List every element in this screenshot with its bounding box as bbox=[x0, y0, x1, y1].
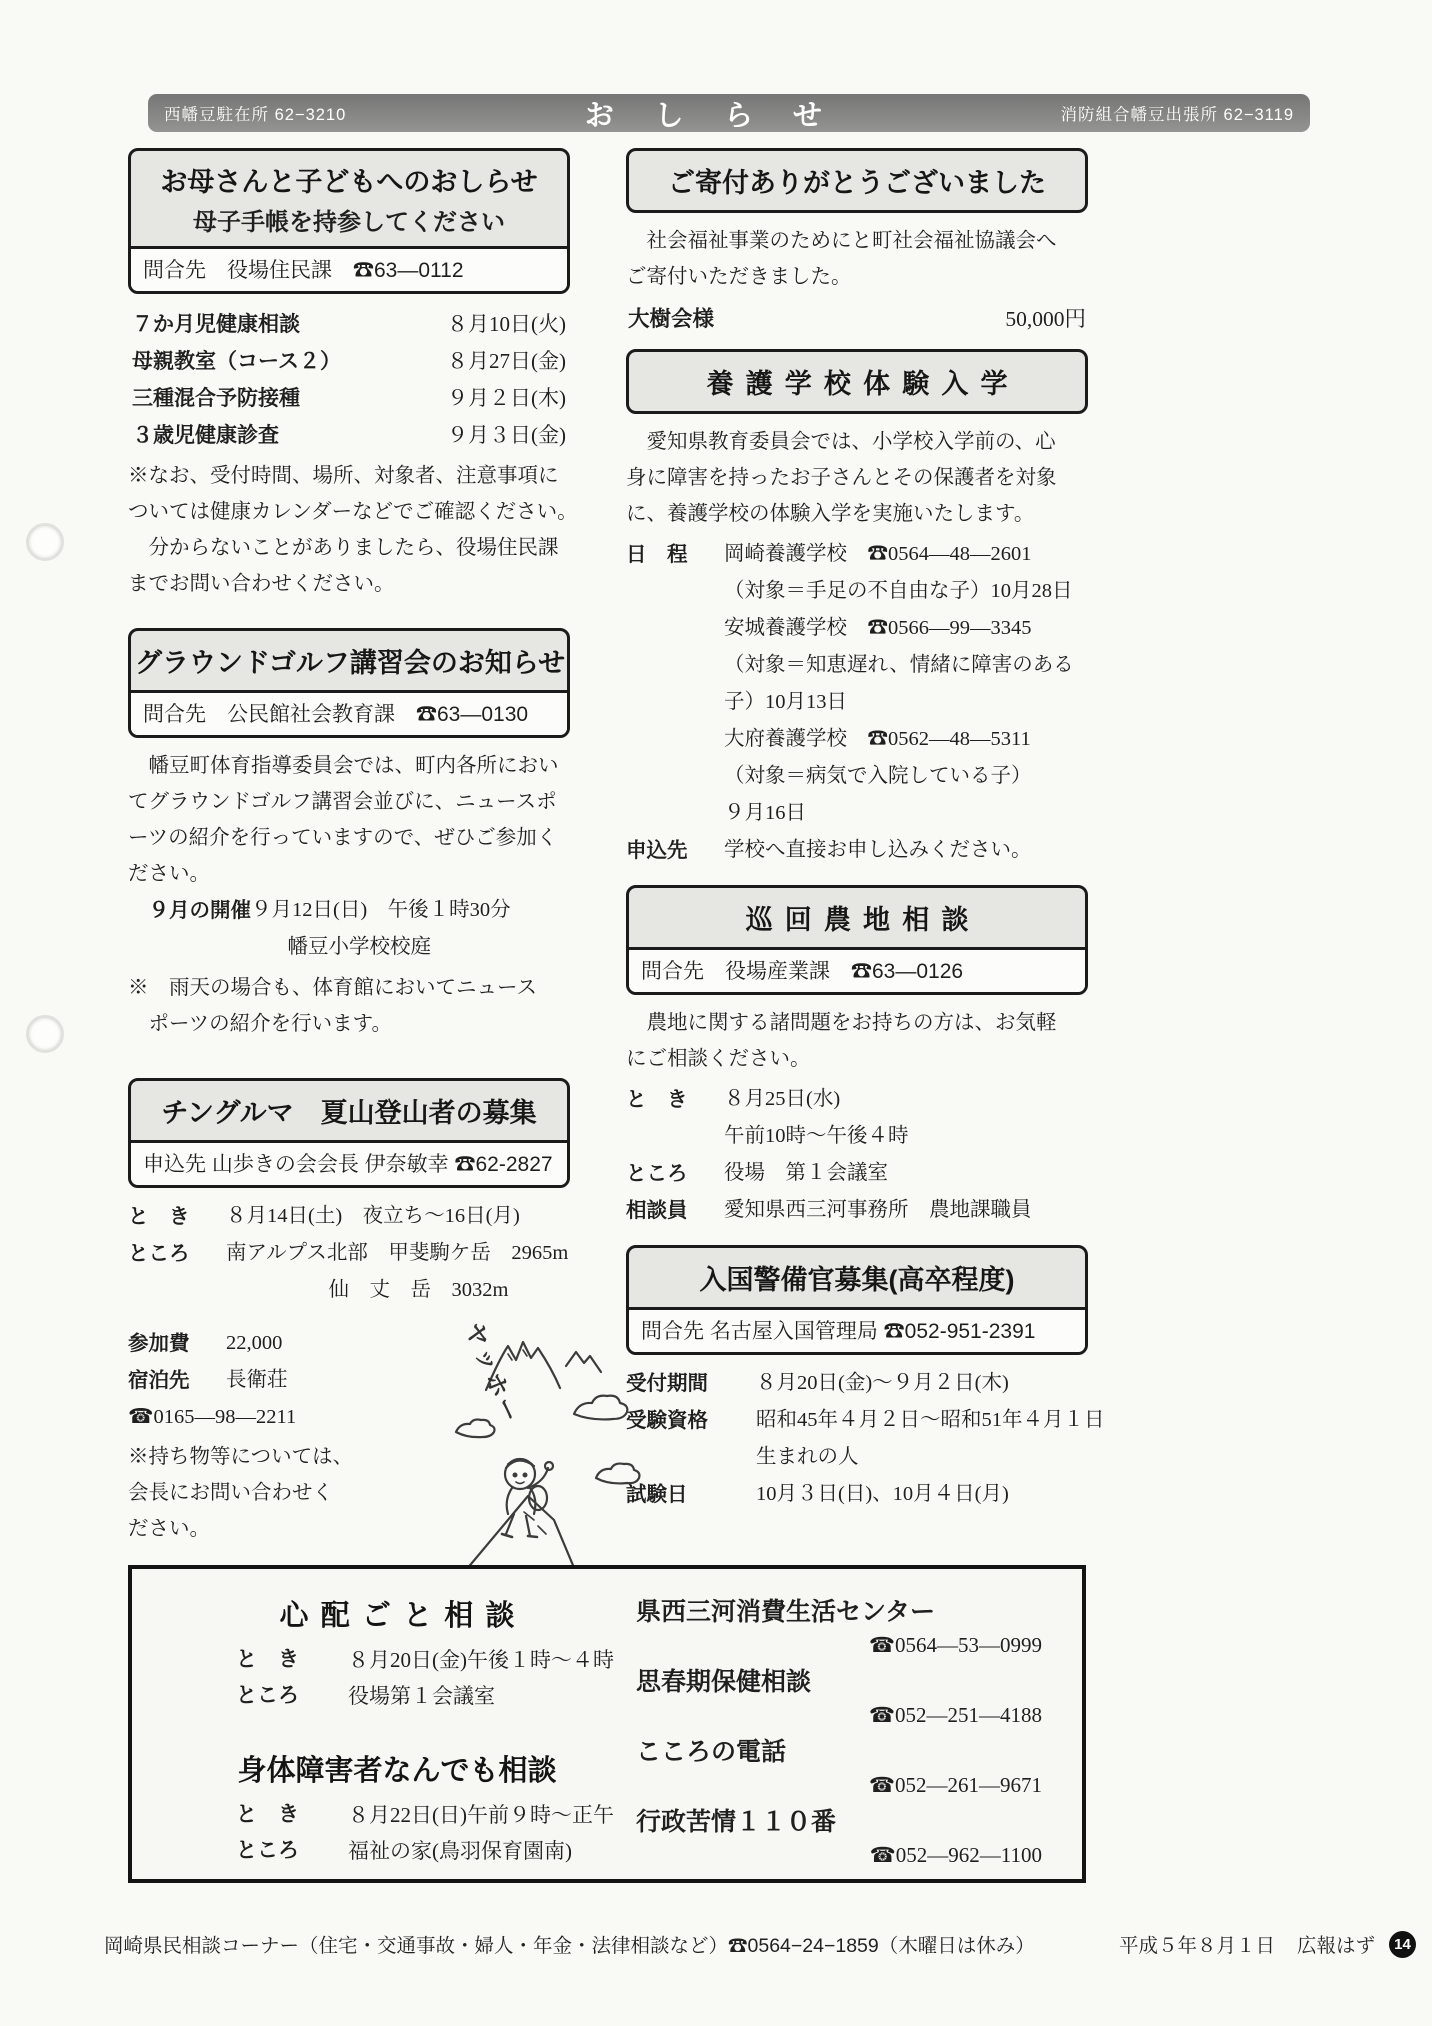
row-value: 安城養護学校 ☎0566—99—3345 bbox=[724, 617, 1032, 639]
yogo-title-box bbox=[626, 349, 1088, 414]
row-label: ところ bbox=[236, 1684, 299, 1707]
event-name: 三種混合予防接種 bbox=[132, 387, 300, 410]
row-value: ８月20日(金)〜９月２日(木) bbox=[756, 1372, 1009, 1394]
footer-consultation-info: 岡崎県民相談コーナー（住宅・交通事故・婦人・年金・法律相談など）☎0564−24−1859（木曜日は休み） bbox=[104, 1935, 1035, 1957]
detail-row bbox=[626, 795, 1088, 832]
row-value: 役場第１会議室 bbox=[348, 1684, 495, 1708]
detail-row bbox=[626, 721, 1088, 758]
contact-line: 問合先 公民館社会教育課 ☎63—0130 bbox=[131, 690, 567, 735]
row-label: 参加費 bbox=[128, 1332, 190, 1355]
body-line: 愛知県教育委員会では、小学校入学前の、心 bbox=[626, 431, 1056, 453]
row-value: 昭和45年４月２日〜昭和51年４月１日 bbox=[756, 1409, 1105, 1431]
belongings-note bbox=[128, 1439, 396, 1547]
donor-name: 大樹会様 bbox=[628, 307, 715, 331]
contact-line: 問合先 名古屋入国管理局 ☎052-951-2391 bbox=[629, 1307, 1085, 1352]
row-value: 役場 第１会議室 bbox=[724, 1162, 888, 1184]
row-value: 長衛荘 bbox=[226, 1369, 288, 1391]
section-farmland bbox=[626, 885, 1088, 1229]
body-line: 農地に関する諸問題をお持ちの方は、お気軽 bbox=[626, 1012, 1057, 1034]
event-name: ３歳児健康診査 bbox=[132, 424, 279, 447]
detail-row bbox=[626, 1155, 1088, 1192]
note-line: ついては健康カレンダーなどでご確認ください。 bbox=[128, 501, 578, 523]
note-line: ポーツの紹介を行います。 bbox=[128, 1013, 393, 1035]
immigration-title-box bbox=[626, 1245, 1088, 1355]
list-item bbox=[132, 380, 566, 417]
body-line: ださい。 bbox=[128, 863, 210, 885]
row-label: 相談員 bbox=[626, 1199, 688, 1222]
hotline-item bbox=[636, 1665, 1056, 1730]
row-value: 岡崎養護学校 ☎0564—48—2601 bbox=[724, 543, 1032, 565]
detail-row bbox=[158, 1678, 636, 1714]
section-mother-child bbox=[128, 148, 578, 602]
row-label bbox=[626, 684, 724, 721]
row-value: ８月14日(土) 夜立ち〜16日(月) bbox=[226, 1205, 520, 1227]
mountain-climber-illustration bbox=[428, 1282, 668, 1582]
hotline-phone: ☎052—962—1100 bbox=[869, 1843, 1042, 1867]
publication-name: 広報はず bbox=[1296, 1935, 1375, 1957]
row-label: 受験資格 bbox=[626, 1409, 708, 1432]
section-title: グラウンドゴルフ講習会のお知らせ bbox=[135, 648, 566, 678]
row-label bbox=[626, 647, 724, 684]
event-date: ９月３日(金) bbox=[447, 423, 566, 447]
row-value: ９月16日 bbox=[724, 802, 806, 824]
detail-row bbox=[626, 684, 1088, 721]
health-schedule-list bbox=[132, 306, 566, 454]
note-line: ※持ち物等については、 bbox=[128, 1446, 354, 1468]
hotline-name: こころの電話 bbox=[636, 1738, 787, 1766]
row-value: （対象＝知恵遅れ、情緒に障害のある bbox=[724, 654, 1074, 676]
detail-row bbox=[626, 1081, 1088, 1118]
row-value: ８月20日(金)午後１時〜４時 bbox=[348, 1648, 614, 1672]
section-title: 養護学校体験入学 bbox=[706, 369, 1020, 399]
section-subtitle: 母子手帳を持参してください bbox=[193, 209, 505, 236]
event-name: ７か月児健康相談 bbox=[132, 313, 300, 336]
list-item bbox=[132, 306, 566, 343]
detail-row bbox=[626, 1365, 1088, 1402]
detail-row bbox=[626, 647, 1088, 684]
row-label: と き bbox=[236, 1803, 299, 1826]
rain-note bbox=[128, 970, 570, 1042]
body-line: 身に障害を持ったお子さんとその保護者を対象 bbox=[626, 467, 1057, 489]
note-line: 会長にお問い合わせく bbox=[128, 1482, 333, 1504]
row-value: ９月12日(日) 午後１時30分 bbox=[251, 899, 511, 921]
donation-title-box bbox=[626, 148, 1088, 213]
detail-row bbox=[158, 1642, 636, 1678]
section-title: ご寄付ありがとうございました bbox=[668, 168, 1046, 198]
header-bar bbox=[148, 94, 1310, 132]
ground-golf-title-box bbox=[128, 628, 570, 738]
list-item bbox=[132, 417, 566, 454]
header-left-contact: 西幡豆駐在所 62−3210 bbox=[164, 106, 347, 124]
row-label bbox=[128, 1272, 226, 1309]
row-label bbox=[626, 795, 724, 832]
list-item bbox=[132, 343, 566, 380]
note-line: ※なお、受付時間、場所、対象者、注意事項に bbox=[128, 465, 559, 487]
hotline-list bbox=[636, 1585, 1056, 1867]
hotline-name: 県西三河消費生活センター bbox=[636, 1598, 936, 1626]
row-value: （対象＝手足の不自由な子）10月28日 bbox=[724, 580, 1073, 602]
page-footer bbox=[104, 1930, 1416, 1958]
consultation-title: 心配ごと相談 bbox=[279, 1600, 527, 1632]
section-yogo-school bbox=[626, 349, 1088, 869]
note-paragraph bbox=[128, 458, 578, 602]
bottom-consultation-box bbox=[128, 1565, 1086, 1883]
spacer bbox=[158, 1714, 636, 1740]
section-title: お母さんと子どもへのおしらせ bbox=[160, 167, 538, 197]
donor-row bbox=[628, 299, 1086, 339]
row-label: ところ bbox=[128, 1242, 190, 1265]
section-title: 巡回農地相談 bbox=[745, 905, 981, 935]
event-name: 母親教室（コース２） bbox=[132, 350, 341, 373]
detail-row bbox=[626, 832, 1088, 869]
punch-hole-top bbox=[26, 523, 64, 561]
row-value: 幡豆小学校校庭 bbox=[226, 936, 431, 958]
row-label bbox=[626, 758, 724, 795]
hotline-phone: ☎052—261—9671 bbox=[868, 1773, 1042, 1797]
row-value: 子）10月13日 bbox=[724, 691, 847, 713]
row-label bbox=[626, 573, 724, 610]
row-value: 10月３日(日)、10月４日(月) bbox=[756, 1483, 1009, 1505]
right-column bbox=[626, 148, 1105, 1519]
immigration-details bbox=[626, 1365, 1105, 1513]
section-donation bbox=[626, 148, 1088, 339]
body-paragraph bbox=[626, 424, 1088, 532]
body-paragraph bbox=[626, 1005, 1088, 1077]
body-paragraph bbox=[128, 748, 570, 892]
detail-row bbox=[128, 1198, 570, 1235]
detail-row bbox=[626, 1118, 1088, 1155]
section-ground-golf bbox=[128, 628, 570, 1042]
hotline-item bbox=[636, 1595, 1056, 1660]
contact-line: 問合先 役場住民課 ☎63—0112 bbox=[131, 246, 567, 291]
event-date: ９月２日(木) bbox=[447, 386, 566, 410]
detail-row bbox=[626, 610, 1088, 647]
row-label: と き bbox=[626, 1088, 688, 1111]
row-label: ９月の開催 bbox=[128, 899, 251, 922]
row-value: 午前10時〜午後４時 bbox=[724, 1125, 909, 1147]
donation-amount: 50,000円 bbox=[1005, 307, 1086, 331]
school-schedule bbox=[626, 536, 1088, 869]
section-immigration bbox=[626, 1245, 1105, 1513]
issue-date: 平成５年８月１日 bbox=[1118, 1935, 1275, 1957]
row-label: と き bbox=[236, 1648, 299, 1671]
header-right-contact: 消防組合幡豆出張所 62−3119 bbox=[1060, 106, 1294, 124]
body-line: 幡豆町体育指導委員会では、町内各所におい bbox=[128, 755, 559, 777]
detail-row bbox=[626, 573, 1088, 610]
row-value: 南アルプス北部 甲斐駒ケ岳 2965m bbox=[226, 1242, 569, 1264]
event-row bbox=[128, 892, 570, 929]
section-title: 入国警備官募集(高卒程度) bbox=[699, 1265, 1015, 1295]
row-label: ところ bbox=[626, 1162, 688, 1185]
body-line: ご寄付いただきました。 bbox=[626, 266, 852, 288]
row-label bbox=[626, 1118, 724, 1155]
note-line: ださい。 bbox=[128, 1518, 210, 1540]
hotline-name: 行政苦情１１０番 bbox=[636, 1808, 837, 1836]
consultation-title: 身体障害者なんでも相談 bbox=[237, 1755, 557, 1787]
row-value: 22,000 bbox=[226, 1332, 283, 1354]
row-value: 生まれの人 bbox=[756, 1446, 859, 1468]
detail-row bbox=[128, 1235, 570, 1272]
note-line: ※ 雨天の場合も、体育館においてニュース bbox=[128, 977, 537, 999]
row-value: 福祉の家(鳥羽保育園南) bbox=[348, 1839, 572, 1863]
body-line: てグラウンドゴルフ講習会並びに、ニュースポ bbox=[128, 791, 557, 813]
hotline-name: 思春期保健相談 bbox=[636, 1668, 812, 1696]
hotline-phone: ☎0564—53—0999 bbox=[868, 1633, 1042, 1657]
row-value: ８月25日(水) bbox=[724, 1088, 841, 1110]
detail-row bbox=[626, 1192, 1088, 1229]
note-line: までお問い合わせください。 bbox=[128, 573, 395, 595]
chingurma-title-box bbox=[128, 1078, 570, 1188]
detail-row bbox=[626, 1476, 1088, 1513]
phone-line: ☎0165—98—2211 bbox=[128, 1406, 297, 1428]
farmland-details bbox=[626, 1081, 1088, 1229]
row-label bbox=[626, 610, 724, 647]
detail-row bbox=[626, 758, 1088, 795]
body-line: に、養護学校の体験入学を実施いたします。 bbox=[626, 503, 1035, 525]
event-date: ８月27日(金) bbox=[447, 349, 566, 373]
detail-row bbox=[158, 1797, 636, 1833]
detail-row bbox=[626, 1439, 1088, 1476]
row-label: 申込先 bbox=[626, 839, 688, 862]
mother-child-title-box bbox=[128, 148, 570, 294]
punch-hole-bottom bbox=[26, 1015, 64, 1053]
row-value: 学校へ直接お申し込みください。 bbox=[724, 839, 1032, 861]
body-paragraph bbox=[626, 223, 1088, 295]
row-value: 仙 丈 岳 3032m bbox=[226, 1279, 509, 1301]
row-value: ８月22日(日)午前９時〜正午 bbox=[348, 1803, 614, 1827]
event-place-row bbox=[128, 929, 570, 966]
row-label: 試験日 bbox=[626, 1483, 688, 1506]
page-number-badge: 14 bbox=[1389, 1931, 1416, 1958]
body-line: 社会福祉事業のためにと町社会福祉協議会へ bbox=[626, 230, 1057, 252]
detail-row bbox=[158, 1833, 636, 1869]
body-line: ーツの紹介を行っていますので、ぜひご参加く bbox=[128, 827, 558, 849]
body-line: にご相談ください。 bbox=[626, 1048, 811, 1070]
farmland-title-box bbox=[626, 885, 1088, 995]
row-label: 宿泊先 bbox=[128, 1369, 190, 1392]
row-value: 大府養護学校 ☎0562—48—5311 bbox=[724, 728, 1031, 750]
hotline-phone: ☎052—251—4188 bbox=[868, 1703, 1042, 1727]
page-title: おしらせ bbox=[584, 99, 863, 132]
detail-row bbox=[626, 1402, 1105, 1439]
row-label: 日 程 bbox=[626, 543, 688, 566]
hotline-item bbox=[636, 1805, 1056, 1870]
row-value: 愛知県西三河事務所 農地課職員 bbox=[724, 1199, 1032, 1221]
contact-line: 申込先 山歩きの会会長 伊奈敏幸 ☎62-2827 bbox=[131, 1140, 567, 1185]
detail-row bbox=[626, 536, 1088, 573]
row-label: と き bbox=[128, 1205, 190, 1228]
note-line: 分からないことがありましたら、役場住民課 bbox=[128, 537, 559, 559]
row-label bbox=[128, 929, 226, 966]
section-title: チングルマ 夏山登山者の募集 bbox=[161, 1098, 537, 1128]
hotline-item bbox=[636, 1735, 1056, 1800]
yahho-caption: ヤッホー bbox=[459, 1318, 524, 1429]
row-value: （対象＝病気で入院している子） bbox=[724, 765, 1032, 787]
contact-line: 問合先 役場産業課 ☎63—0126 bbox=[629, 947, 1085, 992]
event-date: ８月10日(火) bbox=[447, 312, 566, 336]
row-label: 受付期間 bbox=[626, 1372, 708, 1395]
row-label: ところ bbox=[236, 1839, 299, 1862]
consultation-left bbox=[158, 1585, 636, 1863]
row-label bbox=[626, 721, 724, 758]
